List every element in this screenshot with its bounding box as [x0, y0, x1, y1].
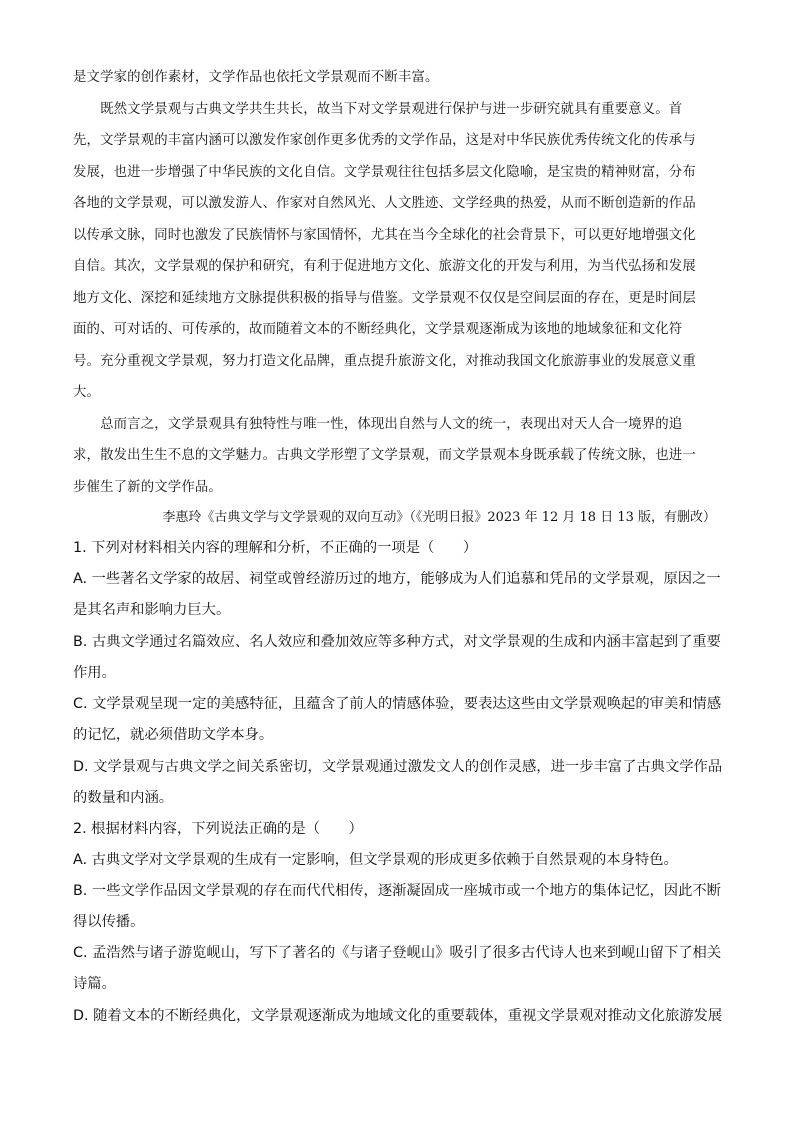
passage-line: 总而言之，文学景观具有独特性与唯一性，体现出自然与人文的统一，表现出对天人合一境界的追: [73, 417, 683, 432]
question-1-option-d: D. 文学景观与古典文学之间关系密切，文学景观通过激发文人的创作灵感，进一步丰富了古典文学作品: [73, 759, 723, 775]
question-1-option-a: 是其名声和影响力巨大。: [73, 602, 231, 618]
question-1-option-c: 的记忆，就必须借助文学本身。: [73, 727, 274, 743]
question-1-option-c: C. 文学景观呈现一定的美感特征，且蕴含了前人的情感体验，要表达这些由文学景观唤起的审美和情感: [73, 696, 722, 712]
passage-line: 是文学家的创作素材，文学作品也依托文学景观而不断丰富。: [73, 70, 439, 85]
question-1-option-a: A. 一些著名文学家的故居、祠堂或曾经游历过的地方，能够成为人们追慕和凭吊的文学景观，原因之一: [73, 571, 721, 587]
passage-line: 面的、可对话的、可传承的，故而随着文本的不断经典化，文学景观逐渐成为该地的地域象征和文化符: [73, 322, 683, 337]
question-1-option-b: 作用。: [73, 665, 116, 681]
passage-line: 发展，也进一步增强了中华民族的文化自信。文学景观往往包括多层文化隐喻，是宝贵的精神财富，分布: [73, 165, 696, 180]
question-2-stem: 2. 根据材料内容，下列说法正确的是（ ）: [73, 821, 363, 837]
passage-line: 以传承文脉，同时也激发了民族情怀与家国情怀，尤其在当今全球化的社会背景下，可以更好地增强文化: [73, 228, 696, 243]
question-1-option-b: B. 古典文学通过名篇效应、名人效应和叠加效应等多种方式，对文学景观的生成和内涵丰富起到了重要: [73, 634, 721, 650]
passage-line: 各地的文学景观，可以激发游人、作家对自然风光、人文胜迹、文学经典的热爱，从而不断创造新的作品: [73, 196, 696, 211]
passage-line: 地方文化、深挖和延续地方文脉提供积极的指导与借鉴。文学景观不仅仅是空间层面的存在，更是时间层: [73, 291, 696, 306]
question-1-stem: 1. 下列对材料相关内容的理解和分析，不正确的一项是（ ）: [73, 540, 478, 556]
question-2-option-a: A. 古典文学对文学景观的生成有一定影响，但文学景观的形成更多依赖于自然景观的本身特色。: [73, 852, 678, 868]
passage-line: 先，文学景观的丰富内涵可以激发作家创作更多优秀的文学作品，这是对中华民族优秀传统文化的传承与: [73, 133, 696, 148]
passage-line: 求，散发出生生不息的文学魅力。古典文学形塑了文学景观，而文学景观本身既承载了传统文脉，也进一: [73, 448, 696, 463]
passage-line: 号。充分重视文学景观，努力打造文化品牌，重点提升旅游文化，对推动我国文化旅游事业的发展意义重: [73, 354, 696, 369]
question-2-option-b: B. 一些文学作品因文学景观的存在而代代相传，逐渐凝固成一座城市或一个地方的集体记忆，因此不断: [73, 883, 721, 899]
source-citation: 李惠玲《古典文学与文学景观的双向互动》（《光明日报》2023 年 12 月 18 日 13 版，有删改）: [162, 510, 716, 525]
question-2-option-c: 诗篇。: [73, 976, 116, 992]
passage-line: 自信。其次，文学景观的保护和研究，有利于促进地方文化、旅游文化的开发与利用，为当代弘扬和发展: [73, 259, 696, 274]
passage-line: 既然文学景观与古典文学共生共长，故当下对文学景观进行保护与进一步研究就具有重要意义。首: [73, 102, 683, 117]
question-1-option-d: 的数量和内涵。: [73, 790, 174, 806]
passage-line: 步催生了新的文学作品。: [73, 480, 222, 495]
question-2-option-d: D. 随着文本的不断经典化，文学景观逐渐成为地域文化的重要载体，重视文学景观对推动文化旅游发展: [73, 1008, 723, 1024]
question-2-option-b: 得以传播。: [73, 914, 145, 930]
passage-line: 大。: [73, 385, 101, 400]
question-2-option-c: C. 孟浩然与诸子游览岘山，写下了著名的《与诸子登岘山》吸引了很多古代诗人也来到岘山留下了相关: [73, 945, 722, 961]
